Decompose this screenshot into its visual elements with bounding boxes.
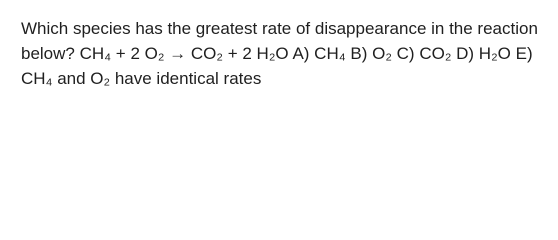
question-text: Which species has the greatest rate of disappearance in the reaction below? CH₄ + 2 O₂ → CO₂ + 2 H₂O A) CH₄ B) O₂ C) CO₂ D) H₂O E) CH₄ and O₂ have identical rates	[21, 19, 538, 88]
